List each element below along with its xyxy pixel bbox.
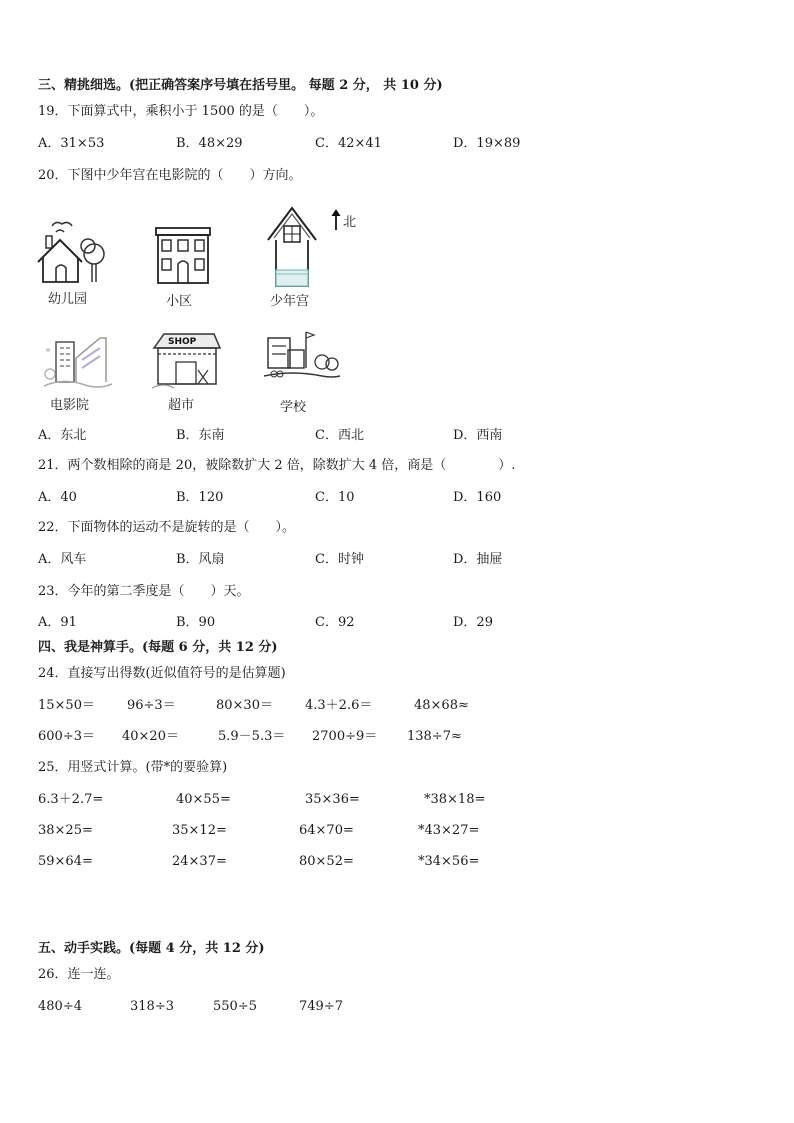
- q24-item: 48×68≈: [414, 698, 469, 713]
- q24-item: 40×20＝: [122, 729, 179, 744]
- q24-item: 80×30＝: [216, 698, 273, 713]
- school-icon: [262, 328, 342, 388]
- section-5-heading: 五、动手实践。(每题 4 分，共 12 分): [38, 941, 265, 956]
- q23-option-a: A．91: [38, 615, 77, 630]
- label-youth-palace: 少年宫: [270, 294, 310, 309]
- q24-item: 600÷3＝: [38, 729, 95, 744]
- youth-palace-icon: [264, 204, 320, 290]
- q23-option-c: C．92: [315, 615, 355, 630]
- q21-option-a: A．40: [38, 490, 77, 505]
- q25-item: 35×12=: [172, 823, 227, 838]
- q25-item: 38×25=: [38, 823, 93, 838]
- q25-item: 6.3＋2.7=: [38, 792, 104, 807]
- q24-item: 15×50＝: [38, 698, 95, 713]
- q20-stem: 20．下图中少年宫在电影院的（ ）方向。: [38, 168, 302, 183]
- q22-option-a: A．风车: [38, 552, 87, 567]
- q19-stem: 19．下面算式中，乘积小于 1500 的是（ ）。: [38, 104, 324, 119]
- cinema-icon: [42, 330, 114, 392]
- residential-building-icon: [154, 226, 212, 284]
- label-kindergarten: 幼儿园: [48, 292, 88, 307]
- section-4-heading: 四、我是神算手。(每题 6 分，共 12 分): [38, 640, 278, 655]
- q19-option-c: C．42×41: [315, 136, 382, 151]
- q21-option-c: C．10: [315, 490, 355, 505]
- q20-option-b: B．东南: [176, 428, 225, 443]
- q22-option-c: C．时钟: [315, 552, 364, 567]
- north-arrow-icon: [331, 209, 341, 231]
- q24-stem: 24．直接写出得数(近似值符号的是估算题): [38, 666, 286, 681]
- q24-item: 96÷3＝: [127, 698, 176, 713]
- q20-option-c: C．西北: [315, 428, 364, 443]
- q25-item: *34×56=: [418, 854, 480, 869]
- q19-option-d: D．19×89: [453, 136, 521, 151]
- q25-item: 64×70=: [299, 823, 354, 838]
- q21-stem: 21．两个数相除的商是 20，被除数扩大 2 倍，除数扩大 4 倍，商是（ ）.: [38, 458, 516, 473]
- q26-item: 480÷4: [38, 999, 82, 1014]
- q25-item: *38×18=: [424, 792, 486, 807]
- q24-item: 138÷7≈: [407, 729, 462, 744]
- q22-option-d: D．抽屉: [453, 552, 503, 567]
- q25-item: 40×55=: [176, 792, 231, 807]
- kindergarten-icon: [36, 216, 106, 284]
- q25-item: 80×52=: [299, 854, 354, 869]
- q23-option-b: B．90: [176, 615, 216, 630]
- q26-stem: 26．连一连。: [38, 967, 120, 982]
- label-cinema: 电影院: [50, 398, 90, 413]
- q24-item: 4.3＋2.6＝: [305, 698, 373, 713]
- north-label: 北: [343, 215, 357, 230]
- label-residential: 小区: [166, 294, 193, 309]
- q19-option-b: B．48×29: [176, 136, 243, 151]
- q25-item: *43×27=: [418, 823, 480, 838]
- supermarket-icon: [150, 330, 222, 392]
- q22-stem: 22．下面物体的运动不是旋转的是（ ）。: [38, 520, 296, 535]
- q24-item: 5.9－5.3＝: [218, 729, 286, 744]
- q25-item: 35×36=: [305, 792, 360, 807]
- q25-item: 59×64=: [38, 854, 93, 869]
- q21-option-b: B．120: [176, 490, 224, 505]
- q26-item: 318÷3: [130, 999, 174, 1014]
- q26-item: 550÷5: [213, 999, 257, 1014]
- q25-stem: 25．用竖式计算。(带*的要验算): [38, 760, 228, 775]
- q19-option-a: A．31×53: [38, 136, 105, 151]
- q23-stem: 23．今年的第二季度是（ ）天。: [38, 584, 250, 599]
- q24-item: 2700÷9＝: [312, 729, 378, 744]
- label-school: 学校: [280, 400, 307, 415]
- q26-item: 749÷7: [299, 999, 343, 1014]
- section-3-heading: 三、精挑细选。(把正确答案序号填在括号里。 每题 2 分， 共 10 分): [38, 78, 443, 93]
- q22-option-b: B．风扇: [176, 552, 225, 567]
- q23-option-d: D．29: [453, 615, 493, 630]
- q20-option-a: A．东北: [38, 428, 87, 443]
- shop-sign-text: SHOP: [168, 337, 197, 347]
- q20-option-d: D．西南: [453, 428, 503, 443]
- label-supermarket: 超市: [168, 398, 195, 413]
- q21-option-d: D．160: [453, 490, 502, 505]
- q25-item: 24×37=: [172, 854, 227, 869]
